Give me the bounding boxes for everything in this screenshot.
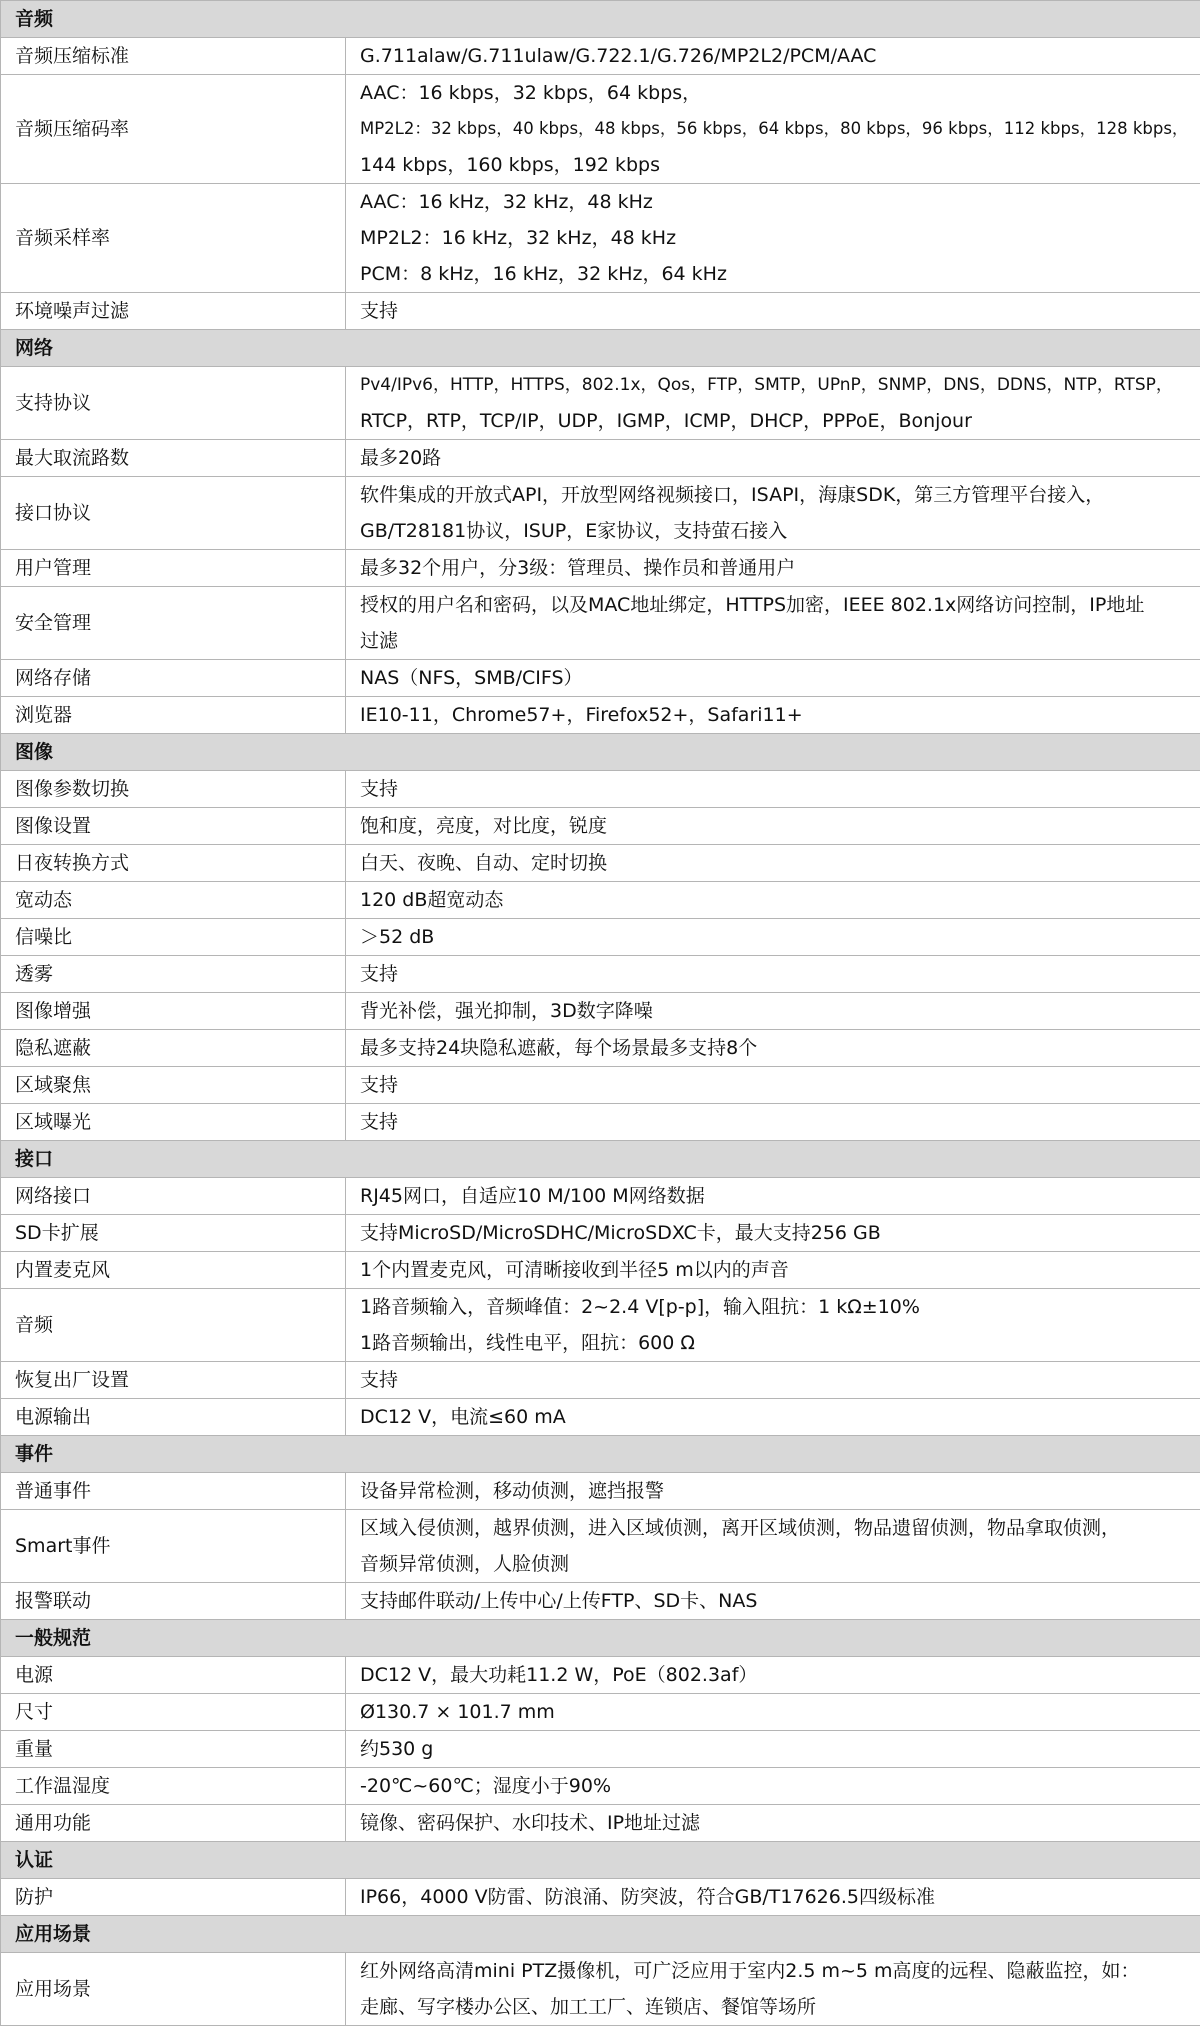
- spec-value: [346, 1067, 1200, 1104]
- spec-row: [1, 1657, 1200, 1694]
- spec-row: [1, 1583, 1200, 1620]
- spec-label: 音频: [1, 1289, 346, 1362]
- spec-row: [1, 808, 1200, 845]
- spec-value: [346, 38, 1200, 75]
- spec-row: [1, 1030, 1200, 1067]
- spec-row: [1, 1399, 1200, 1436]
- spec-value-line: 最多20路: [360, 447, 442, 469]
- spec-row: [1, 1104, 1200, 1141]
- spec-value-line: 过滤: [360, 630, 399, 652]
- spec-row: [1, 1510, 1200, 1583]
- spec-label: 音频压缩码率: [1, 75, 346, 184]
- spec-row: [1, 75, 1200, 184]
- spec-value-line: 镜像、密码保护、水印技术、IP地址过滤: [360, 1812, 701, 1834]
- spec-row: [1, 697, 1200, 734]
- spec-value-line: PCM：8 kHz，16 kHz，32 kHz，64 kHz: [360, 263, 727, 285]
- spec-row: [1, 1953, 1200, 2026]
- section-title: 事件: [1, 1436, 1200, 1473]
- spec-row: [1, 771, 1200, 808]
- spec-value-line: 授权的用户名和密码，以及MAC地址绑定，HTTPS加密，IEEE 802.1x网络访问控制，IP地址: [360, 594, 1145, 616]
- spec-value-line: DC12 V，最大功耗11.2 W，PoE（802.3af）: [360, 1664, 758, 1686]
- spec-value: [346, 1473, 1200, 1510]
- spec-value-line: MP2L2：32 kbps，40 kbps，48 kbps，56 kbps，64 kbps，80 kbps，96 kbps，112 kbps，128 kbps，: [360, 119, 1189, 138]
- spec-row: [1, 38, 1200, 75]
- spec-label: 恢复出厂设置: [1, 1362, 346, 1399]
- spec-value-line: GB/T28181协议，ISUP，E家协议，支持萤石接入: [360, 520, 788, 542]
- spec-value: [346, 477, 1200, 550]
- spec-value-line: -20℃~60℃；湿度小于90%: [360, 1775, 612, 1797]
- spec-label: 图像参数切换: [1, 771, 346, 808]
- spec-value-line: 最多32个用户，分3级：管理员、操作员和普通用户: [360, 557, 796, 579]
- spec-row: [1, 1178, 1200, 1215]
- spec-value-line: 支持: [360, 963, 399, 985]
- spec-value: [346, 1030, 1200, 1067]
- spec-row: [1, 1694, 1200, 1731]
- spec-value-line: 1路音频输入，音频峰值：2~2.4 V[p-p]，输入阻抗：1 kΩ±10%: [360, 1296, 920, 1318]
- spec-label: 电源: [1, 1657, 346, 1694]
- spec-value: [346, 75, 1200, 184]
- spec-row: [1, 1731, 1200, 1768]
- spec-label: 普通事件: [1, 1473, 346, 1510]
- spec-row: [1, 1473, 1200, 1510]
- spec-row: [1, 1879, 1200, 1916]
- spec-value-line: 白天、夜晚、自动、定时切换: [360, 852, 608, 874]
- section-header-row: [1, 1141, 1200, 1178]
- spec-row: [1, 1289, 1200, 1362]
- spec-value: [346, 1694, 1200, 1731]
- spec-value: [346, 882, 1200, 919]
- spec-row: [1, 293, 1200, 330]
- spec-value-line: RJ45网口，自适应10 M/100 M网络数据: [360, 1185, 705, 1207]
- spec-label: 宽动态: [1, 882, 346, 919]
- spec-value: [346, 1731, 1200, 1768]
- spec-value-line: RTCP，RTP，TCP/IP，UDP，IGMP，ICMP，DHCP，PPPoE，Bonjour: [360, 410, 972, 432]
- spec-value-line: AAC：16 kbps，32 kbps，64 kbps，: [360, 82, 702, 104]
- spec-label: 安全管理: [1, 587, 346, 660]
- spec-value-line: 软件集成的开放式API，开放型网络视频接口，ISAPI，海康SDK，第三方管理平台接入，: [360, 484, 1105, 506]
- spec-value-line: IE10-11，Chrome57+，Firefox52+，Safari11+: [360, 704, 803, 726]
- spec-value: [346, 440, 1200, 477]
- spec-value: [346, 919, 1200, 956]
- spec-value-line: 支持: [360, 778, 399, 800]
- section-title: 音频: [1, 1, 1200, 38]
- spec-value-line: 走廊、写字楼办公区、加工工厂、连锁店、餐馆等场所: [360, 1996, 817, 2018]
- spec-value-line: 支持MicroSD/MicroSDHC/MicroSDXC卡，最大支持256 GB: [360, 1222, 881, 1244]
- spec-value-line: 区域入侵侦测，越界侦测，进入区域侦测，离开区域侦测，物品遗留侦测，物品拿取侦测，: [360, 1517, 1121, 1539]
- spec-label: 通用功能: [1, 1805, 346, 1842]
- spec-value-line: 144 kbps，160 kbps，192 kbps: [360, 154, 660, 176]
- spec-value: [346, 697, 1200, 734]
- spec-value: [346, 993, 1200, 1030]
- spec-value-line: 背光补偿，强光抑制，3D数字降噪: [360, 1000, 653, 1022]
- section-title: 接口: [1, 1141, 1200, 1178]
- spec-label: 接口协议: [1, 477, 346, 550]
- spec-label: 应用场景: [1, 1953, 346, 2026]
- spec-value: [346, 1289, 1200, 1362]
- spec-row: [1, 845, 1200, 882]
- spec-label: 环境噪声过滤: [1, 293, 346, 330]
- spec-label: 内置麦克风: [1, 1252, 346, 1289]
- section-header-row: [1, 330, 1200, 367]
- spec-label: 防护: [1, 1879, 346, 1916]
- section-header-row: [1, 1842, 1200, 1879]
- spec-value-line: NAS（NFS，SMB/CIFS）: [360, 667, 583, 689]
- spec-label: Smart事件: [1, 1510, 346, 1583]
- spec-value: [346, 1252, 1200, 1289]
- spec-row: [1, 1362, 1200, 1399]
- spec-label: 区域曝光: [1, 1104, 346, 1141]
- spec-row: [1, 1067, 1200, 1104]
- spec-label: 支持协议: [1, 367, 346, 440]
- section-title: 认证: [1, 1842, 1200, 1879]
- spec-value-line: 约530 g: [360, 1738, 434, 1760]
- spec-value: [346, 1510, 1200, 1583]
- spec-value: [346, 1178, 1200, 1215]
- spec-label: 图像增强: [1, 993, 346, 1030]
- section-header-row: [1, 734, 1200, 771]
- spec-value: [346, 367, 1200, 440]
- spec-value: [346, 660, 1200, 697]
- spec-value-line: DC12 V，电流≤60 mA: [360, 1406, 566, 1428]
- spec-label: 重量: [1, 1731, 346, 1768]
- section-title: 图像: [1, 734, 1200, 771]
- spec-label: 网络接口: [1, 1178, 346, 1215]
- spec-row: [1, 367, 1200, 440]
- spec-label: 隐私遮蔽: [1, 1030, 346, 1067]
- section-title: 网络: [1, 330, 1200, 367]
- spec-value-line: 支持邮件联动/上传中心/上传FTP、SD卡、NAS: [360, 1590, 758, 1612]
- spec-value-line: IP66，4000 V防雷、防浪涌、防突波，符合GB/T17626.5四级标准: [360, 1886, 935, 1908]
- spec-value: [346, 293, 1200, 330]
- spec-value: [346, 771, 1200, 808]
- spec-row: [1, 882, 1200, 919]
- spec-row: [1, 919, 1200, 956]
- spec-value: [346, 1215, 1200, 1252]
- spec-value: [346, 1399, 1200, 1436]
- spec-value: [346, 1104, 1200, 1141]
- spec-value-line: MP2L2：16 kHz，32 kHz，48 kHz: [360, 227, 677, 249]
- spec-label: 信噪比: [1, 919, 346, 956]
- spec-value: [346, 808, 1200, 845]
- spec-row: [1, 477, 1200, 550]
- spec-value-line: 红外网络高清mini PTZ摄像机，可广泛应用于室内2.5 m~5 m高度的远程、隐蔽监控，如：: [360, 1960, 1140, 1982]
- spec-label: 图像设置: [1, 808, 346, 845]
- spec-value-line: ＞52 dB: [360, 926, 435, 948]
- spec-label: 最大取流路数: [1, 440, 346, 477]
- spec-value: [346, 1583, 1200, 1620]
- spec-value: [346, 1362, 1200, 1399]
- spec-label: 区域聚焦: [1, 1067, 346, 1104]
- spec-row: [1, 660, 1200, 697]
- spec-label: 电源输出: [1, 1399, 346, 1436]
- spec-row: [1, 440, 1200, 477]
- spec-label: 音频采样率: [1, 184, 346, 293]
- spec-row: [1, 1768, 1200, 1805]
- spec-value: [346, 1805, 1200, 1842]
- spec-value-line: G.711alaw/G.711ulaw/G.722.1/G.726/MP2L2/PCM/AAC: [360, 45, 877, 67]
- spec-value: [346, 1768, 1200, 1805]
- spec-value: [346, 587, 1200, 660]
- spec-label: 用户管理: [1, 550, 346, 587]
- spec-label: 音频压缩标准: [1, 38, 346, 75]
- spec-label: 工作温湿度: [1, 1768, 346, 1805]
- spec-value-line: 支持: [360, 300, 399, 322]
- spec-value: [346, 550, 1200, 587]
- spec-value: [346, 1953, 1200, 2026]
- spec-value: [346, 1879, 1200, 1916]
- spec-value-line: 最多支持24块隐私遮蔽，每个场景最多支持8个: [360, 1037, 758, 1059]
- spec-value: [346, 184, 1200, 293]
- spec-value-line: 设备异常检测，移动侦测，遮挡报警: [360, 1480, 665, 1502]
- spec-value-line: 1路音频输出，线性电平，阻抗：600 Ω: [360, 1332, 695, 1354]
- section-header-row: [1, 1916, 1200, 1953]
- spec-row: [1, 1215, 1200, 1252]
- spec-row: [1, 993, 1200, 1030]
- spec-label: 浏览器: [1, 697, 346, 734]
- section-header-row: [1, 1620, 1200, 1657]
- spec-label: 日夜转换方式: [1, 845, 346, 882]
- spec-value-line: 1个内置麦克风，可清晰接收到半径5 m以内的声音: [360, 1259, 789, 1281]
- spec-row: [1, 184, 1200, 293]
- section-header-row: [1, 1, 1200, 38]
- spec-value-line: Pv4/IPv6，HTTP，HTTPS，802.1x，Qos，FTP，SMTP，UPnP，SNMP，DNS，DDNS，NTP，RTSP，: [360, 375, 1173, 395]
- spec-label: 报警联动: [1, 1583, 346, 1620]
- spec-row: [1, 587, 1200, 660]
- spec-value-line: 支持: [360, 1074, 399, 1096]
- spec-value: [346, 1657, 1200, 1694]
- spec-value-line: 120 dB超宽动态: [360, 889, 504, 911]
- section-header-row: [1, 1436, 1200, 1473]
- spec-value-line: 支持: [360, 1111, 399, 1133]
- spec-value-line: Ø130.7 × 101.7 mm: [360, 1701, 555, 1723]
- spec-row: [1, 550, 1200, 587]
- spec-label: 尺寸: [1, 1694, 346, 1731]
- spec-label: 透雾: [1, 956, 346, 993]
- spec-value-line: AAC：16 kHz，32 kHz，48 kHz: [360, 191, 653, 213]
- spec-value: [346, 956, 1200, 993]
- spec-label: 网络存储: [1, 660, 346, 697]
- spec-row: [1, 1252, 1200, 1289]
- spec-row: [1, 1805, 1200, 1842]
- spec-value-line: 音频异常侦测，人脸侦测: [360, 1553, 570, 1575]
- spec-value-line: 饱和度，亮度，对比度，锐度: [360, 815, 608, 837]
- section-title: 一般规范: [1, 1620, 1200, 1657]
- spec-table-body: [1, 1, 1200, 2026]
- spec-value-line: 支持: [360, 1369, 399, 1391]
- spec-value: [346, 845, 1200, 882]
- spec-label: SD卡扩展: [1, 1215, 346, 1252]
- section-title: 应用场景: [1, 1916, 1200, 1953]
- spec-row: [1, 956, 1200, 993]
